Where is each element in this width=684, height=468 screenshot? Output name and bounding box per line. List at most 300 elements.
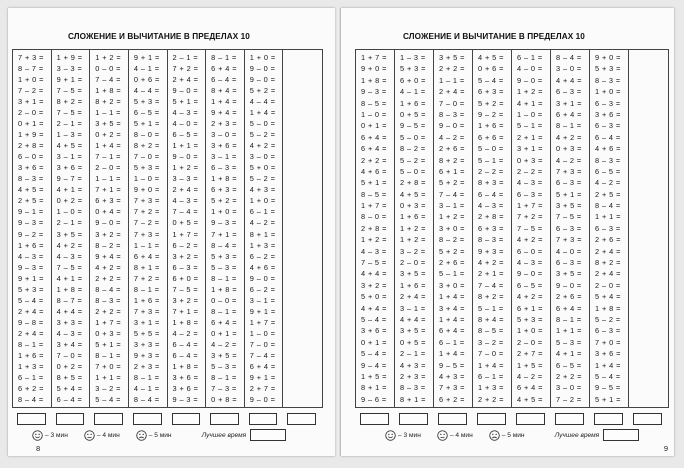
exercise-cell: 5 – 2 = xyxy=(249,130,276,140)
page-title: СЛОЖЕНИЕ И ВЫЧИТАНИЕ В ПРЕДЕЛАХ 10 xyxy=(68,32,250,41)
exercise-cell: 5 + 1 = xyxy=(595,394,621,404)
answer-box[interactable] xyxy=(555,413,584,425)
answer-box[interactable] xyxy=(210,413,239,425)
exercise-cell: 2 + 6 = xyxy=(595,235,621,245)
exercise-cell: 4 – 2 = xyxy=(211,339,237,349)
exercise-cell: 1 + 8 = xyxy=(95,86,122,96)
exercise-cell: 0 + 8 = xyxy=(211,394,237,404)
exercise-cell: 4 – 3 = xyxy=(517,178,543,188)
exercise-cell: 1 + 6 = xyxy=(400,98,426,108)
exercise-cell: 2 – 1 = xyxy=(56,218,83,228)
exercise-cell: 1 + 8 = xyxy=(172,361,199,371)
exercise-cell: 4 + 4 = xyxy=(361,303,387,313)
exercise-cell: 6 – 5 = xyxy=(556,360,582,370)
exercise-column xyxy=(283,50,322,407)
exercise-cell: 6 + 0 = xyxy=(172,273,199,283)
smiley-sad-icon xyxy=(489,430,500,441)
legend-sad xyxy=(136,430,172,441)
exercise-cell: 4 – 0 = xyxy=(172,119,199,129)
exercise-cell: 6 + 0 = xyxy=(400,75,426,85)
exercise-cell: 6 + 4 = xyxy=(517,383,543,393)
exercise-cell: 1 + 4 = xyxy=(211,97,237,107)
exercise-cell: 7 – 3 = xyxy=(211,383,237,393)
best-time-box[interactable] xyxy=(603,429,639,441)
exercise-cell: 4 – 1 = xyxy=(400,87,426,97)
exercise-cell: 4 – 3 = xyxy=(18,251,44,261)
exercise-cell: 8 – 3 = xyxy=(400,383,426,393)
exercise-cell: 5 – 4 = xyxy=(361,314,387,324)
exercise-cell: 6 – 5 = xyxy=(517,280,543,290)
exercise-cell: 9 – 0 = xyxy=(95,218,121,228)
exercise-cell: 1 + 8 = xyxy=(172,317,199,327)
exercise-cell: 4 + 5 = xyxy=(56,141,83,151)
exercise-cell: 0 + 2 = xyxy=(56,361,83,371)
exercise-cell: 0 + 1 = xyxy=(211,328,237,338)
exercise-cell: 5 – 0 = xyxy=(478,144,504,154)
exercise-cell: 8 – 0 = xyxy=(361,212,387,222)
exercise-cell: 1 – 3 = xyxy=(56,130,83,140)
exercise-cell: 9 – 0 = xyxy=(556,280,582,290)
exercise-cell: 4 + 4 = xyxy=(361,269,387,279)
exercise-cell: 3 + 5 = xyxy=(439,53,465,62)
exercise-cell: 4 + 2 = xyxy=(95,262,122,272)
exercise-cell: 8 – 3 = xyxy=(595,75,621,85)
exercise-cell: 4 + 6 = xyxy=(361,166,387,176)
exercise-cell: 3 – 3 = xyxy=(172,174,199,184)
exercise-cell: 6 + 4 = xyxy=(439,326,465,336)
best-time-label: Лучшее время xyxy=(554,431,600,439)
exercise-cell: 3 + 5 = xyxy=(56,229,83,239)
exercise-cell: 5 + 2 = xyxy=(439,246,465,256)
exercise-cell: 2 + 2 = xyxy=(439,64,465,74)
exercise-cell: 2 + 4 = xyxy=(18,328,44,338)
exercise-cell: 8 – 7 = xyxy=(18,64,44,74)
exercise-cell: 5 – 0 = xyxy=(249,119,276,129)
exercise-cell: 0 + 1 = xyxy=(361,337,387,347)
exercise-cell: 3 – 1 = xyxy=(211,152,237,162)
exercise-cell: 5 + 2 = xyxy=(249,86,276,96)
exercise-cell: 2 + 5 = xyxy=(18,196,44,206)
exercise-cell: 8 + 2 = xyxy=(439,155,465,165)
exercise-cell: 4 + 3 = xyxy=(400,360,426,370)
legend-neutral xyxy=(84,430,120,441)
exercise-cell: 0 + 5 = xyxy=(172,218,199,228)
exercise-cell: 8 – 2 = xyxy=(439,235,465,245)
answer-box[interactable] xyxy=(399,413,428,425)
exercise-column xyxy=(473,50,512,407)
exercise-cell: 6 – 1 = xyxy=(18,372,44,382)
exercise-cell: 9 + 3 = xyxy=(133,350,160,360)
smiley-happy-icon xyxy=(32,430,43,441)
exercise-cell: 0 + 1 = xyxy=(361,121,387,131)
exercise-cell: 3 – 3 = xyxy=(56,64,83,74)
exercise-cell: 8 – 2 = xyxy=(400,144,426,154)
exercise-cell: 2 + 5 = xyxy=(595,189,621,199)
exercise-cell: 2 – 1 = xyxy=(56,119,83,129)
exercise-cell: 3 + 3 = xyxy=(56,317,83,327)
exercise-cell: 3 – 1 = xyxy=(56,152,83,162)
legend-neutral xyxy=(437,430,473,441)
exercise-cell: 4 – 2 = xyxy=(595,178,621,188)
exercise-cell: 3 + 1 = xyxy=(556,98,582,108)
exercise-cell: 7 – 2 = xyxy=(18,86,44,96)
exercise-cell: 3 + 5 = xyxy=(95,119,122,129)
answer-box[interactable] xyxy=(594,413,623,425)
exercise-cell: 4 + 3 = xyxy=(439,371,465,381)
exercise-cell: 8 + 2 = xyxy=(478,292,504,302)
exercise-cell: 7 – 0 = xyxy=(133,152,160,162)
exercise-cell: 8 – 7 = xyxy=(56,295,83,305)
exercise-cell: 5 – 4 = xyxy=(95,394,121,404)
answer-box[interactable] xyxy=(94,413,123,425)
exercise-cell: 1 + 4 = xyxy=(439,314,465,324)
exercise-cell: 6 + 4 = xyxy=(361,132,387,142)
exercise-cell: 1 – 0 = xyxy=(133,174,160,184)
exercise-cell: 3 + 6 = xyxy=(172,372,199,382)
exercise-cell: 5 + 3 = xyxy=(595,64,621,74)
exercise-cell: 0 + 2 = xyxy=(56,196,83,206)
exercise-cell: 1 – 0 = xyxy=(56,207,83,217)
exercise-cell: 8 + 4 = xyxy=(478,314,504,324)
exercise-cell: 7 – 0 = xyxy=(439,98,465,108)
exercise-cell: 5 + 4 = xyxy=(56,383,83,393)
exercise-cell: 4 + 2 = xyxy=(478,258,504,268)
exercise-cell: 6 + 3 = xyxy=(211,185,237,195)
exercise-cell: 3 + 0 = xyxy=(439,280,465,290)
exercise-cell: 9 + 0 = xyxy=(361,64,387,74)
exercise-cell: 6 – 3 = xyxy=(595,326,621,336)
answer-box[interactable] xyxy=(633,413,662,425)
exercise-cell: 1 + 0 = xyxy=(249,53,276,62)
exercise-cell: 1 + 2 = xyxy=(172,163,199,173)
exercise-cell: 7 – 4 = xyxy=(439,189,465,199)
exercise-cell: 7 + 0 = xyxy=(95,361,122,371)
page-number: 8 xyxy=(36,444,41,453)
exercise-cell: 7 + 3 = xyxy=(133,196,160,206)
exercise-column xyxy=(356,50,395,407)
answer-box[interactable] xyxy=(249,413,278,425)
exercise-cell: 3 + 4 = xyxy=(56,339,83,349)
exercise-cell: 5 – 2 = xyxy=(249,174,276,184)
exercise-cell: 9 – 0 = xyxy=(517,75,543,85)
exercise-cell: 3 + 5 = xyxy=(211,350,237,360)
exercise-cell: 1 + 9 = xyxy=(18,130,44,140)
answer-box[interactable] xyxy=(56,413,85,425)
exercise-cell: 6 – 5 = xyxy=(172,130,199,140)
exercise-cell: 5 – 1 = xyxy=(478,155,504,165)
exercise-cell: 6 – 4 = xyxy=(595,132,621,142)
exercise-cell: 6 + 1 = xyxy=(517,303,543,313)
exercise-cell: 8 – 2 = xyxy=(95,240,121,250)
exercise-cell: 9 + 1 = xyxy=(18,273,44,283)
exercise-cell: 5 – 0 = xyxy=(400,166,426,176)
exercise-cell: 7 – 5 = xyxy=(556,212,582,222)
exercise-cell: 9 + 4 = xyxy=(95,251,122,261)
exercise-cell: 4 + 1 = xyxy=(556,349,582,359)
exercise-cell: 3 + 5 = xyxy=(400,269,426,279)
exercise-cell: 6 – 5 = xyxy=(133,108,160,118)
exercise-cell: 2 + 2 = xyxy=(95,273,122,283)
exercise-cell: 8 – 1 = xyxy=(133,372,160,382)
exercise-cell: 9 – 3 = xyxy=(172,394,199,404)
legend-sad-label: – 5 мин xyxy=(501,431,525,439)
exercise-cell: 4 – 3 = xyxy=(478,201,504,211)
exercise-cell: 9 – 0 = xyxy=(172,86,199,96)
exercise-cell: 3 + 3 = xyxy=(133,339,160,349)
exercise-cell: 1 – 1 = xyxy=(133,240,160,250)
exercise-cell: 9 – 2 = xyxy=(478,109,504,119)
exercise-cell: 7 – 5 = xyxy=(361,258,387,268)
exercise-cell: 9 – 0 = xyxy=(249,273,276,283)
exercise-cell: 5 + 1 = xyxy=(361,178,387,188)
exercise-cell: 1 + 0 = xyxy=(595,87,621,97)
exercise-cell: 8 + 1 = xyxy=(133,262,160,272)
exercise-cell: 5 + 0 = xyxy=(361,292,387,302)
exercise-cell: 6 + 4 = xyxy=(556,109,582,119)
exercise-cell: 4 + 6 = xyxy=(249,262,276,272)
answer-box[interactable] xyxy=(133,413,162,425)
exercise-cell: 6 + 3 = xyxy=(95,196,122,206)
exercise-cell: 4 – 4 = xyxy=(133,86,160,96)
exercise-cell: 4 – 3 = xyxy=(56,328,83,338)
smiley-neutral-icon xyxy=(84,430,95,441)
left-page xyxy=(8,8,335,456)
exercise-cell: 4 – 2 = xyxy=(172,328,199,338)
exercise-cell: 8 – 1 = xyxy=(95,350,121,360)
exercise-cell: 9 – 5 = xyxy=(400,121,426,131)
exercise-cell: 8 + 5 = xyxy=(56,372,83,382)
exercise-cell: 2 + 3 = xyxy=(400,371,426,381)
exercise-cell: 8 – 3 = xyxy=(595,155,621,165)
exercise-cell: 1 + 8 = xyxy=(595,303,621,313)
exercise-cell: 5 + 1 = xyxy=(133,119,160,129)
exercise-cell: 3 – 0 = xyxy=(211,130,237,140)
exercise-cell: 1 + 8 = xyxy=(211,284,237,294)
exercise-cell: 7 + 3 = xyxy=(556,235,582,245)
exercise-cell: 7 – 1 = xyxy=(95,152,121,162)
exercise-cell: 6 + 6 = xyxy=(478,132,504,142)
exercise-column xyxy=(13,50,52,407)
exercise-cell: 0 + 5 = xyxy=(400,337,426,347)
exercise-cell: 6 – 3 = xyxy=(172,262,199,272)
exercise-cell: 5 + 1 = xyxy=(556,189,582,199)
answer-box[interactable] xyxy=(516,413,545,425)
exercise-cell: 1 + 7 = xyxy=(172,229,199,239)
exercise-cell: 5 + 3 = xyxy=(211,251,237,261)
exercise-cell: 8 + 2 = xyxy=(56,97,83,107)
exercise-cell: 5 + 1 = xyxy=(172,97,199,107)
exercise-cell: 1 + 8 = xyxy=(211,174,237,184)
exercise-cell: 1 – 3 = xyxy=(400,53,426,62)
exercise-column xyxy=(551,50,590,407)
exercise-cell: 3 + 5 = xyxy=(400,326,426,336)
exercise-cell: 2 + 2 = xyxy=(478,394,504,404)
exercise-cell: 6 – 1 = xyxy=(249,207,276,217)
exercise-cell: 6 – 3 = xyxy=(556,223,582,233)
exercise-cell: 9 + 4 = xyxy=(211,108,237,118)
exercise-cell: 1 + 4 = xyxy=(439,349,465,359)
answer-box[interactable] xyxy=(17,413,46,425)
exercise-cell: 5 + 2 = xyxy=(439,178,465,188)
exercise-cell: 2 + 8 = xyxy=(400,178,426,188)
exercise-cell: 0 + 3 = xyxy=(556,144,582,154)
exercise-cell: 8 – 4 = xyxy=(95,284,121,294)
exercise-grid xyxy=(355,49,669,408)
exercise-cell: 2 + 4 = xyxy=(595,269,621,279)
exercise-cell: 1 + 3 = xyxy=(478,383,504,393)
exercise-cell: 2 + 8 = xyxy=(18,141,44,151)
legend-sad-label: – 5 мин xyxy=(148,431,172,439)
exercise-cell: 5 – 4 = xyxy=(361,349,387,359)
exercise-cell: 1 – 1 = xyxy=(95,174,121,184)
exercise-cell: 7 – 2 = xyxy=(133,218,160,228)
exercise-cell: 8 – 3 = xyxy=(439,109,465,119)
exercise-cell: 1 + 7 = xyxy=(361,201,387,211)
exercise-cell: 8 – 3 = xyxy=(18,174,44,184)
exercise-cell: 0 + 3 = xyxy=(95,328,122,338)
exercise-cell: 7 + 3 = xyxy=(18,53,44,62)
exercise-cell: 6 – 0 = xyxy=(18,152,44,162)
legend-good xyxy=(32,430,68,441)
exercise-cell: 8 + 1 = xyxy=(400,394,426,404)
exercise-cell: 1 + 0 = xyxy=(211,207,237,217)
exercise-cell: 1 + 6 = xyxy=(18,240,44,250)
time-legend xyxy=(8,429,335,441)
answer-box[interactable] xyxy=(172,413,201,425)
exercise-cell: 9 – 8 = xyxy=(18,317,44,327)
exercise-cell: 0 – 0 = xyxy=(95,64,121,74)
exercise-cell: 3 + 2 = xyxy=(172,251,199,261)
exercise-cell: 9 – 1 = xyxy=(18,207,44,217)
exercise-cell: 2 + 4 = xyxy=(172,75,199,85)
exercise-cell: 3 – 0 = xyxy=(556,383,582,393)
exercise-cell: 0 + 3 = xyxy=(517,155,543,165)
exercise-cell: 3 + 2 = xyxy=(172,295,199,305)
exercise-cell: 2 + 4 = xyxy=(439,87,465,97)
exercise-cell: 6 – 3 = xyxy=(595,121,621,131)
exercise-cell: 7 – 4 = xyxy=(478,280,504,290)
exercise-cell: 1 + 2 = xyxy=(517,87,543,97)
answer-box[interactable] xyxy=(477,413,506,425)
exercise-cell: 3 – 2 = xyxy=(400,246,426,256)
exercise-cell: 4 + 1 = xyxy=(517,98,543,108)
exercise-cell: 5 – 1 = xyxy=(517,121,543,131)
exercise-cell: 8 – 4 = xyxy=(556,53,582,62)
best-time-box[interactable] xyxy=(250,429,286,441)
exercise-cell: 8 – 1 = xyxy=(18,339,44,349)
exercise-cell: 5 + 3 = xyxy=(517,314,543,324)
exercise-cell: 3 + 6 = xyxy=(595,109,621,119)
exercise-cell: 4 – 2 = xyxy=(517,371,543,381)
exercise-cell: 8 + 3 = xyxy=(478,178,504,188)
exercise-cell: 4 + 4 = xyxy=(556,75,582,85)
exercise-cell: 2 – 0 = xyxy=(595,280,621,290)
exercise-cell: 6 – 1 = xyxy=(478,371,504,381)
exercise-cell: 1 + 5 = xyxy=(361,371,387,381)
exercise-cell: 9 – 0 = xyxy=(249,75,276,85)
exercise-cell: 9 – 4 = xyxy=(361,360,387,370)
exercise-cell: 4 – 4 = xyxy=(249,97,276,107)
exercise-cell: 7 + 3 = xyxy=(133,229,160,239)
exercise-cell: 1 + 6 = xyxy=(400,212,426,222)
exercise-column xyxy=(129,50,168,407)
exercise-grid xyxy=(12,49,323,408)
exercise-column xyxy=(245,50,284,407)
exercise-cell: 0 + 1 = xyxy=(18,119,44,129)
exercise-cell: 6 + 4 = xyxy=(361,144,387,154)
legend-good-label: – 3 мин xyxy=(45,431,68,439)
exercise-column xyxy=(90,50,129,407)
legend-neutral-label: – 4 мин xyxy=(449,431,473,439)
exercise-cell: 3 – 1 = xyxy=(249,295,276,305)
exercise-cell: 8 – 1 = xyxy=(133,284,160,294)
exercise-cell: 7 – 4 = xyxy=(172,207,199,217)
exercise-cell: 8 – 1 = xyxy=(211,53,237,62)
exercise-cell: 4 – 3 = xyxy=(517,258,543,268)
exercise-cell: 4 + 4 = xyxy=(400,314,426,324)
exercise-cell: 3 + 4 = xyxy=(439,303,465,313)
exercise-cell: 6 – 2 = xyxy=(249,284,276,294)
exercise-cell: 2 + 6 = xyxy=(439,144,465,154)
exercise-cell: 6 – 3 = xyxy=(556,258,582,268)
exercise-cell: 6 – 5 = xyxy=(595,166,621,176)
exercise-cell: 7 + 2 = xyxy=(517,212,543,222)
exercise-cell: 1 + 7 = xyxy=(361,53,387,62)
exercise-cell: 2 – 2 = xyxy=(517,166,543,176)
exercise-cell: 4 + 6 = xyxy=(595,144,621,154)
exercise-cell: 7 + 1 = xyxy=(95,185,122,195)
answer-boxes xyxy=(355,413,667,425)
exercise-cell: 6 + 3 = xyxy=(478,223,504,233)
legend-good-label: – 3 мин xyxy=(398,431,421,439)
exercise-cell: 1 + 1 = xyxy=(556,326,582,336)
exercise-cell: 8 – 1 = xyxy=(211,273,237,283)
exercise-cell: 1 + 6 = xyxy=(478,121,504,131)
answer-box[interactable] xyxy=(438,413,467,425)
exercise-cell: 3 + 2 = xyxy=(361,280,387,290)
exercise-cell: 4 + 5 = xyxy=(517,394,543,404)
exercise-cell: 8 + 1 = xyxy=(249,229,276,239)
exercise-cell: 5 + 3 = xyxy=(133,163,160,173)
exercise-cell: 6 + 4 = xyxy=(133,251,160,261)
exercise-cell: 7 + 1 = xyxy=(211,229,237,239)
exercise-cell: 3 + 1 = xyxy=(133,317,160,327)
exercise-cell: 5 – 3 = xyxy=(211,262,237,272)
exercise-cell: 1 + 8 = xyxy=(361,75,387,85)
page-number: 9 xyxy=(663,444,668,453)
exercise-cell: 5 + 1 = xyxy=(95,339,122,349)
exercise-cell: 6 + 4 = xyxy=(211,317,237,327)
exercise-cell: 4 – 1 = xyxy=(133,64,160,74)
exercise-cell: 9 + 1 = xyxy=(249,372,276,382)
exercise-cell: 6 – 0 = xyxy=(517,246,543,256)
exercise-cell: 5 – 3 = xyxy=(556,337,582,347)
exercise-cell: 4 – 0 = xyxy=(556,246,582,256)
exercise-cell: 7 – 2 = xyxy=(556,394,582,404)
exercise-cell: 5 – 1 = xyxy=(439,269,465,279)
answer-box[interactable] xyxy=(287,413,316,425)
exercise-cell: 4 – 0 = xyxy=(517,64,543,74)
exercise-cell: 2 + 6 = xyxy=(556,292,582,302)
exercise-cell: 8 – 5 = xyxy=(361,98,387,108)
answer-box[interactable] xyxy=(360,413,389,425)
exercise-cell: 3 – 0 = xyxy=(249,152,276,162)
exercise-cell: 3 + 6 = xyxy=(211,141,237,151)
exercise-cell: 7 – 0 = xyxy=(249,339,276,349)
exercise-cell: 9 – 0 = xyxy=(249,394,276,404)
exercise-cell: 7 + 3 = xyxy=(133,306,160,316)
exercise-cell: 7 + 2 = xyxy=(133,273,160,283)
